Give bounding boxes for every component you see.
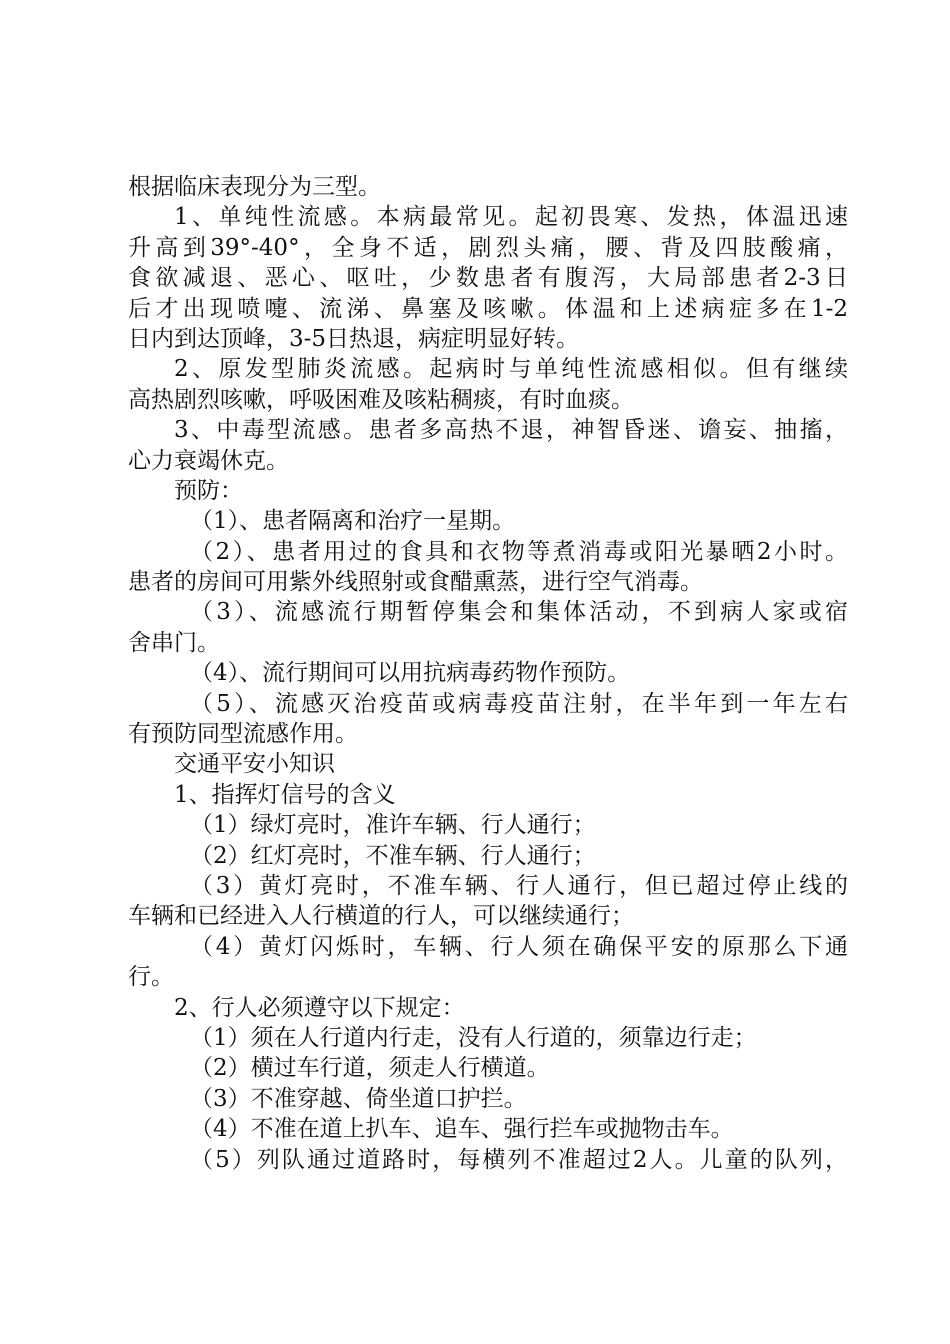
text-line: 2、原发型肺炎流感。起病时与单纯性流感相似。但有继续 — [174, 356, 848, 383]
text-line: （2）红灯亮时，不准车辆、行人通行； — [190, 842, 596, 869]
text-line: 高热剧烈咳嗽，呼吸困难及咳粘稠痰，有时血痰。 — [128, 386, 634, 413]
text-line: （2）、患者用过的食具和衣物等煮消毒或阳光暴晒2小时。 — [190, 538, 848, 565]
text-line: 车辆和已经进入人行横道的行人，可以继续通行； — [128, 903, 634, 930]
document-body — [128, 172, 848, 1175]
text-line: （3）、流感流行期暂停集会和集体活动，不到病人家或宿 — [190, 599, 848, 626]
text-line: （3）黄灯亮时，不准车辆、行人通行，但已超过停止线的 — [190, 872, 848, 899]
text-line: （1）、患者隔离和治疗一星期。 — [190, 508, 516, 535]
text-line: 舍串门。 — [128, 629, 220, 656]
text-line: （5）列队通过道路时，每横列不准超过2人。儿童的队列， — [190, 1146, 848, 1173]
text-line: 2、行人必须遵守以下规定： — [174, 994, 465, 1021]
text-line: （2）横过车行道，须走人行横道。 — [190, 1055, 550, 1082]
text-line: 心力衰竭休克。 — [128, 447, 289, 474]
text-line: 食欲减退、恶心、呕吐，少数患者有腹泻，大局部患者2-3日 — [128, 265, 848, 292]
text-line: 交通平安小知识 — [174, 751, 335, 778]
text-line: （1）须在人行道内行走，没有人行道的，须靠边行走； — [190, 1024, 757, 1051]
text-line: 有预防同型流感作用。 — [128, 721, 358, 748]
text-line: （4）、流行期间可以用抗病毒药物作预防。 — [190, 660, 631, 687]
text-line: 升高到39°-40°，全身不适，剧烈头痛，腰、背及四肢酸痛， — [128, 234, 848, 261]
text-line: 1、指挥灯信号的含义 — [174, 781, 396, 808]
text-line: 预防： — [174, 477, 243, 504]
text-line: 根据临床表现分为三型。 — [128, 174, 381, 200]
text-line: （5）、流感灭治疫苗或病毒疫苗注射，在半年到一年左右 — [190, 690, 848, 717]
text-line: 行。 — [128, 964, 174, 991]
text-line: 后才出现喷嚏、流涕、鼻塞及咳嗽。体温和上述病症多在1-2 — [128, 295, 848, 322]
text-line: 1、单纯性流感。本病最常见。起初畏寒、发热，体温迅速 — [174, 204, 848, 231]
text-line: （4）黄灯闪烁时，车辆、行人须在确保平安的原那么下通 — [190, 933, 848, 960]
text-line: 日内到达顶峰，3-5日热退，病症明显好转。 — [128, 325, 580, 352]
text-line: （1）绿灯亮时，准许车辆、行人通行； — [190, 812, 596, 839]
text-line: （4）不准在道上扒车、追车、强行拦车或抛物击车。 — [190, 1116, 734, 1143]
text-line: 3、中毒型流感。患者多高热不退，神智昏迷、谵妄、抽搐， — [174, 417, 848, 444]
text-line: （3）不准穿越、倚坐道口护拦。 — [190, 1085, 527, 1112]
text-line: 患者的房间可用紫外线照射或食醋熏蒸，进行空气消毒。 — [128, 569, 703, 596]
